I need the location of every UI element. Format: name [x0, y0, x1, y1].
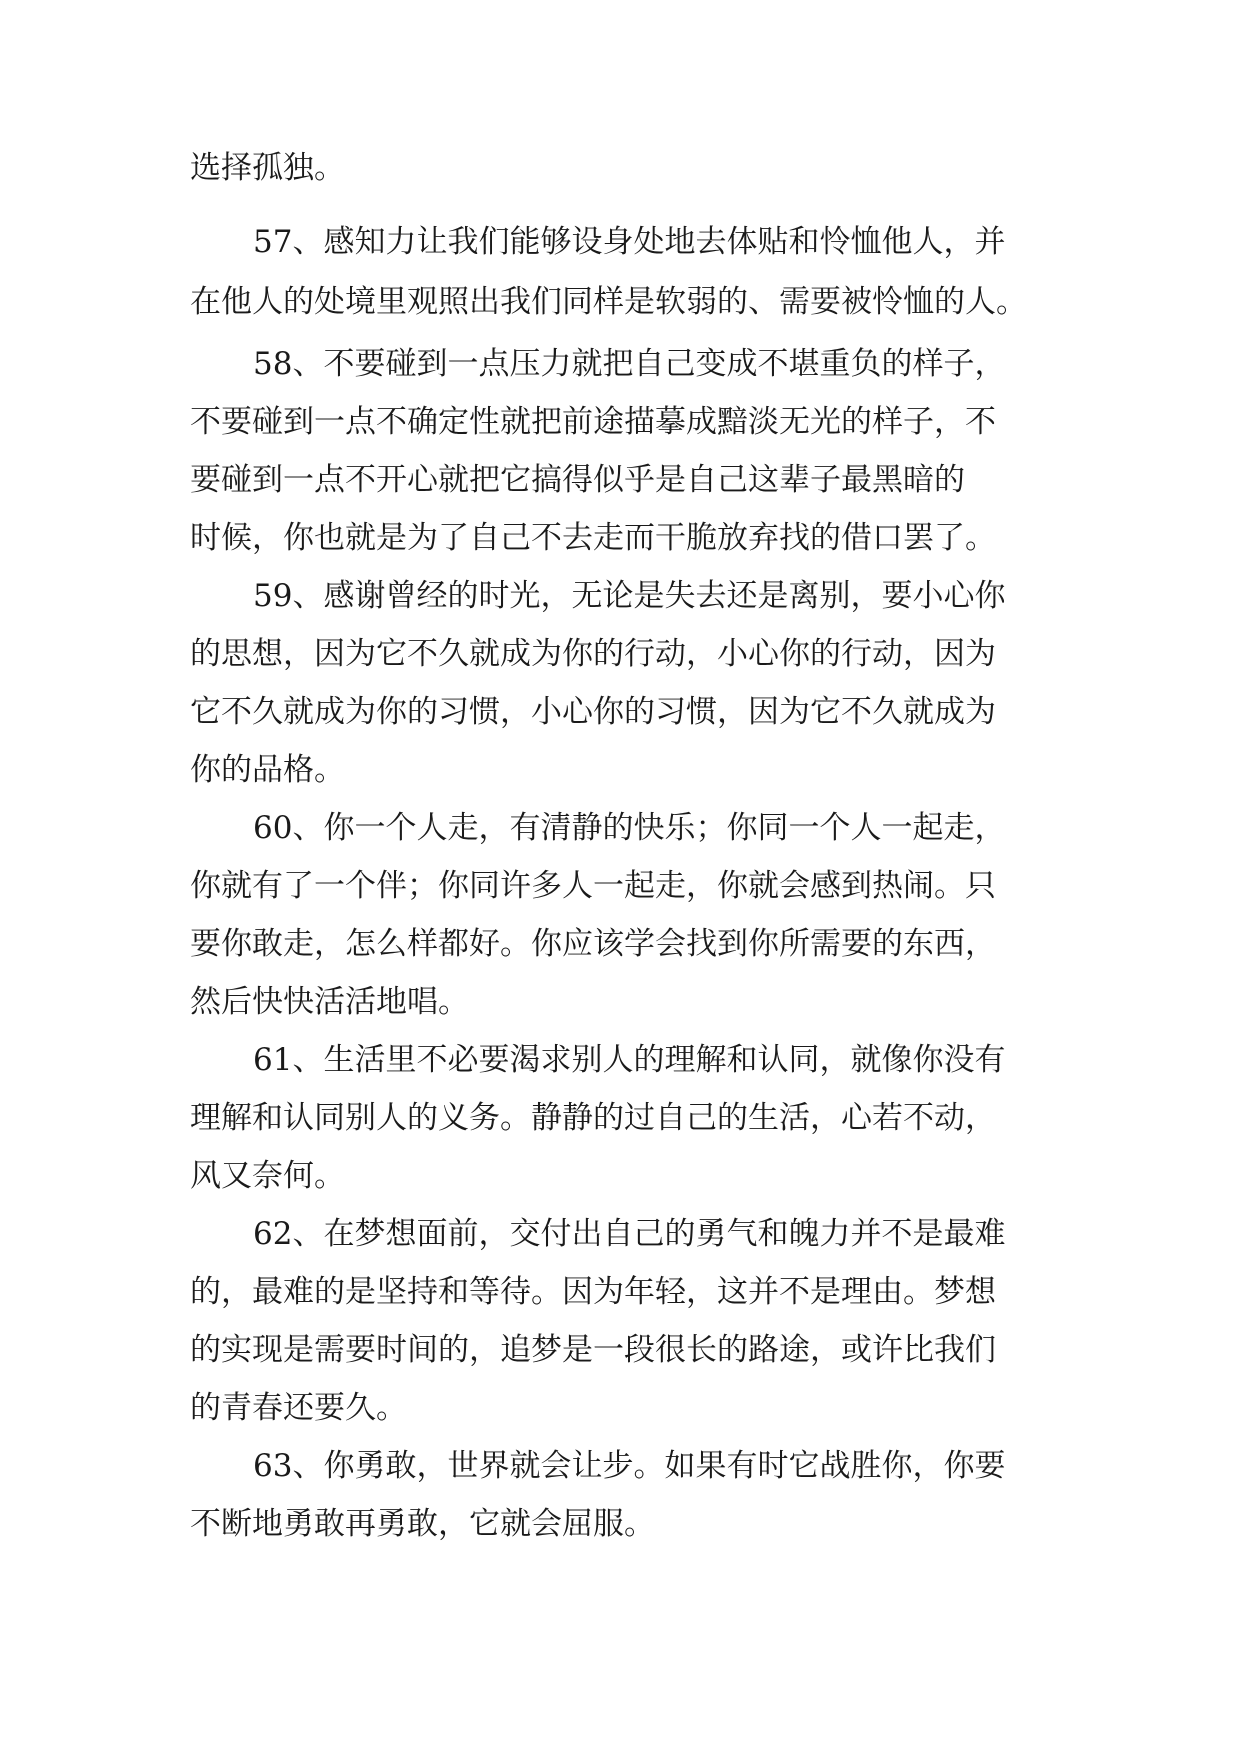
text-line: 理解和认同别人的义务。静静的过自己的生活，心若不动， [190, 1100, 996, 1136]
text-line: 要你敢走，怎么样都好。你应该学会找到你所需要的东西， [190, 926, 996, 962]
text-line: 时候，你也就是为了自己不去走而干脆放弃找的借口罢了。 [190, 520, 996, 556]
text-line: 63、你勇敢，世界就会让步。如果有时它战胜你，你要 [253, 1448, 1006, 1484]
text-line: 62、在梦想面前，交付出自己的勇气和魄力并不是最难 [253, 1216, 1006, 1252]
text-line: 的思想，因为它不久就成为你的行动，小心你的行动，因为 [190, 636, 996, 672]
text-line: 要碰到一点不开心就把它搞得似乎是自己这辈子最黑暗的 [190, 462, 965, 498]
text-line: 它不久就成为你的习惯，小心你的习惯，因为它不久就成为 [190, 694, 996, 730]
text-line: 不断地勇敢再勇敢，它就会屈服。 [190, 1506, 655, 1542]
text-line: 58、不要碰到一点压力就把自己变成不堪重负的样子， [253, 346, 1006, 382]
text-line: 不要碰到一点不确定性就把前途描摹成黯淡无光的样子，不 [190, 404, 996, 440]
text-line: 选择孤独。 [190, 150, 345, 186]
text-line: 在他人的处境里观照出我们同样是软弱的、需要被怜恤的人。 [190, 284, 1027, 320]
text-line: 风又奈何。 [190, 1158, 345, 1194]
text-line: 的，最难的是坚持和等待。因为年轻，这并不是理由。梦想 [190, 1274, 996, 1310]
text-line: 然后快快活活地唱。 [190, 984, 469, 1020]
text-line: 60、你一个人走，有清静的快乐；你同一个人一起走， [253, 810, 1006, 846]
text-line: 61、生活里不必要渴求别人的理解和认同，就像你没有 [253, 1042, 1006, 1078]
text-line: 你就有了一个伴；你同许多人一起走，你就会感到热闹。只 [190, 868, 996, 904]
text-line: 57、感知力让我们能够设身处地去体贴和怜恤他人，并 [253, 224, 1006, 260]
text-line: 你的品格。 [190, 752, 345, 788]
text-line: 的实现是需要时间的，追梦是一段很长的路途，或许比我们 [190, 1332, 996, 1368]
text-line: 的青春还要久。 [190, 1390, 407, 1426]
text-line: 59、感谢曾经的时光，无论是失去还是离别，要小心你 [253, 578, 1006, 614]
